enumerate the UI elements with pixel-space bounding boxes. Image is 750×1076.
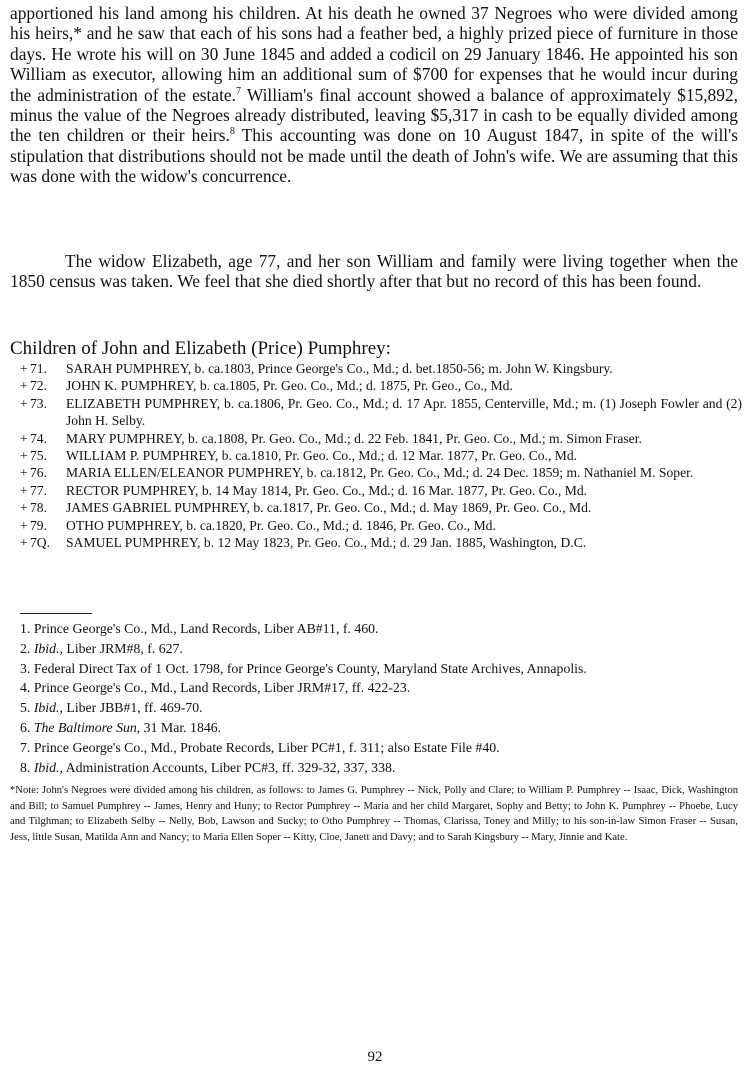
footnote-text: 31 Mar. 1846. xyxy=(140,719,222,735)
footnote xyxy=(20,738,742,758)
child-text: JOHN K. PUMPHREY, b. ca.1805, Pr. Geo. Co., Md.; d. 1875, Pr. Geo., Co., Md. xyxy=(66,378,513,394)
plus-marker: + xyxy=(20,448,28,464)
child-number: 78. xyxy=(30,500,47,516)
children-list xyxy=(20,360,742,551)
plus-marker: + xyxy=(20,361,28,376)
child-number: 74. xyxy=(30,430,47,446)
footnote-number: 6. xyxy=(20,719,31,735)
footnote xyxy=(20,619,742,639)
child-text: SAMUEL PUMPHREY, b. 12 May 1823, Pr. Geo. Co., Md.; d. 29 Jan. 1885, Washington, D.C. xyxy=(66,535,587,551)
footnote xyxy=(20,718,742,738)
footnote-number: 2. xyxy=(20,640,31,656)
footnote-number: 3. xyxy=(20,660,31,676)
list-item xyxy=(20,430,742,447)
footnote xyxy=(20,639,742,659)
distribution-note: *Note: John's Negroes were divided among his children, as follows: to James G. Pumphrey -- Nick, Polly and Clare; to William P. Pumphrey -- Isaac, Dick, Washington and Bill; to Samuel Pumphrey -- James, Henry and Huny; to Rector Pumphrey -- Maria and her child Margaret, Sophy and Betty; to John K. Pumphrey -- Phoebe, Lucy and Tilghman; to Elizabeth Selby -- Nelly, Bob, Lawson and Sucky; to Otho Pumphrey -- Thomas, Clarissa, Toney and Milly; to his son-in-law Simon Fraser -- Susan, Jess, little Susan, Matilda Ann and Nancy; to Maria Ellen Soper -- Kitty, Cloe, Janett and Davy; and to Sarah Kingsbury -- Mary, Jinnie and Kate. xyxy=(10,785,738,843)
list-item xyxy=(20,534,742,551)
child-number: 77. xyxy=(30,482,47,498)
footnote-text: Prince George's Co., Md., Land Records, Liber AB#11, f. 460. xyxy=(33,621,379,636)
list-item xyxy=(20,482,742,499)
footnote-italic: Ibid., xyxy=(33,640,63,656)
footnote-number: 8. xyxy=(20,759,31,775)
body-paragraph-1 xyxy=(10,3,738,187)
footnote-number: 1. xyxy=(20,621,31,636)
footnote-italic: The Baltimore Sun, xyxy=(33,719,141,735)
child-text: MARIA ELLEN/ELEANOR PUMPHREY, b. ca.1812, Pr. Geo. Co., Md.; d. 24 Dec. 1859; m. Nathaniel M. Soper. xyxy=(66,465,694,481)
footnote xyxy=(20,678,742,698)
footnote-divider xyxy=(20,613,92,614)
footnote-text: Liber JRM#8, f. 627. xyxy=(62,640,183,656)
list-item xyxy=(20,464,742,481)
body-paragraph-2: The widow Elizabeth, age 77, and her son William and family were living together when the 1850 census was taken. We feel that she died shortly after that but no record of this has been found. xyxy=(10,251,738,292)
footnote-text: Prince George's Co., Md., Land Records, Liber JRM#17, ff. 422-23. xyxy=(33,680,411,696)
plus-marker: + xyxy=(20,482,28,498)
footnote xyxy=(20,758,742,778)
child-text: RECTOR PUMPHREY, b. 14 May 1814, Pr. Geo. Co., Md.; d. 16 Mar. 1877, Pr. Geo. Co., Md. xyxy=(66,482,588,498)
plus-marker: + xyxy=(20,378,28,394)
footnote-italic: Ibid., xyxy=(33,759,63,775)
child-number: 76. xyxy=(30,465,47,481)
child-number: 75. xyxy=(30,448,47,464)
plus-marker: + xyxy=(20,395,28,411)
child-number: 71. xyxy=(30,361,47,376)
plus-marker: + xyxy=(20,517,28,533)
footnote-italic: Ibid., xyxy=(33,700,63,716)
plus-marker: + xyxy=(20,500,28,516)
footnote-text: Liber JBB#1, ff. 469-70. xyxy=(62,700,203,716)
footnote-ref-7: 7 xyxy=(236,85,242,97)
child-text: MARY PUMPHREY, b. ca.1808, Pr. Geo. Co., Md.; d. 22 Feb. 1841, Pr. Geo. Co., Md.; m. Simon Fraser. xyxy=(66,430,642,446)
page-number: 92 xyxy=(367,1049,383,1065)
list-item xyxy=(20,395,742,430)
list-item xyxy=(20,447,742,464)
footnote-number: 4. xyxy=(20,680,31,696)
footnote-ref-8: 8 xyxy=(229,126,235,138)
footnote-text: Federal Direct Tax of 1 Oct. 1798, for Prince George's County, Maryland State Archives, Annapolis. xyxy=(33,660,587,676)
footnote-text: Administration Accounts, Liber PC#3, ff. 329-32, 337, 338. xyxy=(62,759,396,775)
children-heading: Children of John and Elizabeth (Price) Pumphrey: xyxy=(10,338,391,359)
child-text: ELIZABETH PUMPHREY, b. ca.1806, Pr. Geo. Co., Md.; d. 17 Apr. 1855, Centerville, Md.; m. (1) Joseph Fowler and (2) John H. Selby. xyxy=(66,395,742,429)
list-item xyxy=(20,517,742,534)
plus-marker: + xyxy=(20,465,28,481)
child-number: 7Q. xyxy=(30,535,51,551)
footnote-text: Prince George's Co., Md., Probate Records, Liber PC#1, f. 311; also Estate File #40. xyxy=(33,739,500,755)
footnote xyxy=(20,659,742,679)
footnote-number: 5. xyxy=(20,700,31,716)
child-text: WILLIAM P. PUMPHREY, b. ca.1810, Pr. Geo. Co., Md.; d. 12 Mar. 1877, Pr. Geo. Co., Md. xyxy=(66,448,578,464)
child-number: 73. xyxy=(30,395,47,411)
child-text: OTHO PUMPHREY, b. ca.1820, Pr. Geo. Co., Md.; d. 1846, Pr. Geo. Co., Md. xyxy=(66,517,496,533)
child-number: 79. xyxy=(30,517,47,533)
paragraph-1-text: apportioned his land among his children. At his death he owned 37 Negroes who were divided among his heirs,* and he saw that each of his sons had a feather bed, a highly prized piece of furniture in those days. He wrote his will on 30 June 1845 and added a codicil on 29 January 1846. He appointed his son William as executor, allowing him an additional sum of $700 for expenses that he would incur during the administration of the estate. xyxy=(10,3,738,105)
paragraph-1b-text: William's final account showed a balance of approximately $15,892, minus the value of the Negroes already distributed, leaving $5,317 in cash to be equally divided among the ten children or their heirs. xyxy=(10,84,738,146)
plus-marker: + xyxy=(20,430,28,446)
footnote-number: 7. xyxy=(20,739,31,755)
paragraph-1c-text: This accounting was done on 10 August 1847, in spite of the will's stipulation that distributions should not be made until the death of John's wife. We are assuming that this was done with the widow's concurrence. xyxy=(10,125,739,187)
child-text: SARAH PUMPHREY, b. ca.1803, Prince George's Co., Md.; d. bet.1850-56; m. John W. Kingsbury. xyxy=(66,361,613,376)
child-text: JAMES GABRIEL PUMPHREY, b. ca.1817, Pr. Geo. Co., Md.; d. May 1869, Pr. Geo. Co., Md. xyxy=(66,500,592,516)
list-item xyxy=(20,360,742,377)
plus-marker: + xyxy=(20,535,28,551)
footnote xyxy=(20,698,742,718)
list-item xyxy=(20,499,742,516)
footnotes-list xyxy=(20,619,742,777)
list-item xyxy=(20,377,742,394)
child-number: 72. xyxy=(30,378,47,394)
